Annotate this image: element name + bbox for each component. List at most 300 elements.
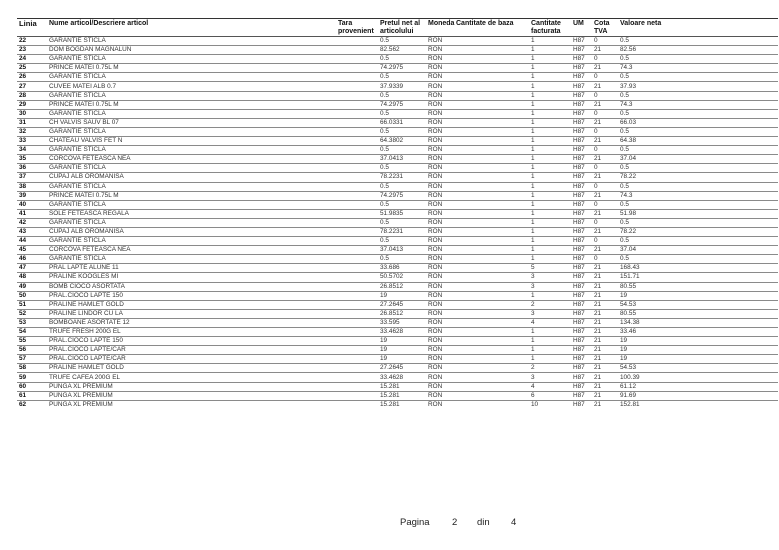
cell-country [336,318,378,327]
cell-currency: RON [428,337,448,346]
cell-invoiced-qty: 2 [527,300,571,309]
cell-vat: 0 [592,182,615,191]
cell-country [336,246,378,255]
table-body [17,37,778,409]
cell-base-qty [448,118,527,127]
cell-net-value: 0.5 [615,164,778,173]
cell-base-qty [448,391,527,400]
cell-vat: 21 [592,291,615,300]
cell-vat: 0 [592,218,615,227]
header-vat: Cota TVA [594,20,610,35]
cell-name: GARANTIE STICLA [47,55,336,64]
cell-vat: 0 [592,109,615,118]
table-row [17,100,778,109]
cell-vat: 21 [592,173,615,182]
cell-currency: RON [428,164,448,173]
cell-net-price: 15.281 [378,382,428,391]
cell-invoiced-qty: 1 [527,218,571,227]
cell-country [336,82,378,91]
cell-vat: 21 [592,246,615,255]
cell-line: 33 [17,137,47,146]
cell-currency: RON [428,146,448,155]
cell-currency: RON [428,382,448,391]
cell-line: 60 [17,382,47,391]
cell-base-qty [448,282,527,291]
cell-line: 29 [17,100,47,109]
cell-currency: RON [428,237,448,246]
cell-net-price: 74.2975 [378,100,428,109]
cell-um: H87 [571,355,592,364]
cell-vat: 21 [592,137,615,146]
cell-line: 54 [17,328,47,337]
cell-um: H87 [571,364,592,373]
cell-base-qty [448,318,527,327]
cell-vat: 21 [592,64,615,73]
cell-base-qty [448,127,527,136]
cell-net-price: 0.5 [378,146,428,155]
table-row [17,137,778,146]
cell-net-price: 33.4628 [378,373,428,382]
cell-vat: 21 [592,337,615,346]
table-row [17,191,778,200]
table-row [17,227,778,236]
cell-base-qty [448,273,527,282]
cell-vat: 0 [592,37,615,46]
cell-net-value: 80.55 [615,309,778,318]
cell-net-price: 26.8512 [378,309,428,318]
header-base-qty: Cantitate de baza [456,20,514,27]
cell-invoiced-qty: 1 [527,100,571,109]
cell-base-qty [448,64,527,73]
cell-net-price: 26.8512 [378,282,428,291]
table-row [17,373,778,382]
cell-invoiced-qty: 1 [527,164,571,173]
cell-um: H87 [571,391,592,400]
cell-name: DOM BOGDAN MAGNALUN [47,46,336,55]
cell-currency: RON [428,227,448,236]
cell-um: H87 [571,137,592,146]
cell-name: CORCOVA FETEASCA NEA [47,246,336,255]
cell-name: GARANTIE STICLA [47,109,336,118]
cell-country [336,64,378,73]
header-invoiced-qty: Cantitate facturata [531,20,561,35]
cell-base-qty [448,182,527,191]
table-row [17,300,778,309]
cell-um: H87 [571,309,592,318]
cell-base-qty [448,227,527,236]
cell-currency: RON [428,182,448,191]
cell-invoiced-qty: 2 [527,364,571,373]
cell-um: H87 [571,100,592,109]
cell-vat: 21 [592,82,615,91]
cell-net-price: 37.9339 [378,82,428,91]
cell-country [336,164,378,173]
cell-net-price: 0.5 [378,182,428,191]
cell-base-qty [448,382,527,391]
table-row [17,355,778,364]
cell-vat: 0 [592,146,615,155]
cell-net-price: 0.5 [378,37,428,46]
current-page: 2 [452,517,458,528]
cell-line: 30 [17,109,47,118]
cell-net-value: 0.5 [615,127,778,136]
cell-net-price: 0.5 [378,200,428,209]
cell-um: H87 [571,318,592,327]
cell-net-value: 74.3 [615,100,778,109]
cell-invoiced-qty: 1 [527,191,571,200]
cell-net-value: 0.5 [615,91,778,100]
cell-base-qty [448,155,527,164]
cell-name: GARANTIE STICLA [47,73,336,82]
cell-net-value: 19 [615,346,778,355]
cell-net-price: 0.5 [378,55,428,64]
cell-country [336,400,378,409]
cell-line: 50 [17,291,47,300]
cell-invoiced-qty: 1 [527,73,571,82]
cell-country [336,155,378,164]
cell-vat: 21 [592,364,615,373]
table-row [17,328,778,337]
cell-net-value: 0.5 [615,200,778,209]
cell-invoiced-qty: 1 [527,37,571,46]
cell-net-value: 19 [615,291,778,300]
cell-net-value: 54.53 [615,300,778,309]
cell-name: GARANTIE STICLA [47,37,336,46]
cell-net-value: 37.04 [615,155,778,164]
cell-um: H87 [571,182,592,191]
cell-vat: 21 [592,264,615,273]
cell-net-price: 78.2231 [378,227,428,236]
table-row [17,309,778,318]
cell-name: GARANTIE STICLA [47,237,336,246]
cell-base-qty [448,209,527,218]
cell-line: 57 [17,355,47,364]
cell-currency: RON [428,46,448,55]
cell-name: PRALINE LINDOR CU LA [47,309,336,318]
cell-currency: RON [428,100,448,109]
cell-country [336,37,378,46]
cell-name: TRUFE CAFEA 200G EL [47,373,336,382]
cell-net-price: 33.4628 [378,328,428,337]
cell-net-price: 64.3802 [378,137,428,146]
cell-currency: RON [428,300,448,309]
cell-line: 28 [17,91,47,100]
cell-net-value: 74.3 [615,191,778,200]
cell-invoiced-qty: 3 [527,282,571,291]
cell-vat: 21 [592,100,615,109]
cell-country [336,391,378,400]
cell-currency: RON [428,291,448,300]
cell-line: 38 [17,182,47,191]
cell-vat: 21 [592,46,615,55]
cell-currency: RON [428,282,448,291]
table-row [17,273,778,282]
cell-net-value: 82.56 [615,46,778,55]
cell-base-qty [448,82,527,91]
cell-invoiced-qty: 1 [527,118,571,127]
of-label: din [477,517,490,528]
cell-invoiced-qty: 1 [527,227,571,236]
cell-net-value: 64.38 [615,137,778,146]
cell-invoiced-qty: 1 [527,246,571,255]
cell-line: 44 [17,237,47,246]
table-row [17,337,778,346]
cell-net-value: 33.46 [615,328,778,337]
table-row [17,146,778,155]
cell-name: PRINCE MATEI 0.75L M [47,100,336,109]
header-name: Nume articol/Descriere articol [49,20,149,27]
cell-base-qty [448,73,527,82]
cell-base-qty [448,364,527,373]
cell-base-qty [448,309,527,318]
cell-currency: RON [428,264,448,273]
cell-um: H87 [571,191,592,200]
cell-name: PRAL LAPTE ALUNE 11 [47,264,336,273]
cell-name: GARANTIE STICLA [47,218,336,227]
cell-net-price: 0.5 [378,164,428,173]
table-row [17,255,778,264]
cell-net-price: 0.5 [378,109,428,118]
table-row [17,400,778,409]
table-row [17,282,778,291]
cell-net-value: 134.38 [615,318,778,327]
header-um: UM [573,20,584,27]
cell-um: H87 [571,146,592,155]
cell-net-value: 0.5 [615,182,778,191]
cell-um: H87 [571,400,592,409]
cell-name: PRINCE MATEI 0.75L M [47,191,336,200]
header-country: Tara provenient [338,20,374,35]
cell-um: H87 [571,346,592,355]
cell-line: 49 [17,282,47,291]
cell-invoiced-qty: 3 [527,273,571,282]
cell-net-price: 15.281 [378,391,428,400]
cell-um: H87 [571,46,592,55]
cell-line: 27 [17,82,47,91]
cell-invoiced-qty: 5 [527,264,571,273]
cell-base-qty [448,218,527,227]
cell-net-price: 51.9835 [378,209,428,218]
cell-base-qty [448,346,527,355]
cell-base-qty [448,137,527,146]
cell-name: GARANTIE STICLA [47,255,336,264]
table-row [17,164,778,173]
cell-um: H87 [571,64,592,73]
cell-currency: RON [428,127,448,136]
cell-net-price: 33.686 [378,264,428,273]
header-currency: Moneda [428,20,455,27]
cell-currency: RON [428,346,448,355]
cell-country [336,382,378,391]
cell-country [336,55,378,64]
cell-net-value: 0.5 [615,37,778,46]
cell-vat: 21 [592,300,615,309]
header-net-value: Valoare neta [620,20,662,27]
cell-line: 26 [17,73,47,82]
cell-currency: RON [428,318,448,327]
cell-net-price: 78.2231 [378,173,428,182]
cell-line: 51 [17,300,47,309]
cell-invoiced-qty: 1 [527,55,571,64]
cell-um: H87 [571,282,592,291]
cell-invoiced-qty: 1 [527,64,571,73]
cell-um: H87 [571,237,592,246]
table-row [17,391,778,400]
table-row [17,382,778,391]
table-row [17,218,778,227]
cell-um: H87 [571,118,592,127]
cell-currency: RON [428,73,448,82]
cell-country [336,337,378,346]
cell-name: SOLE FETEASCA REGALA [47,209,336,218]
cell-invoiced-qty: 1 [527,173,571,182]
cell-base-qty [448,37,527,46]
cell-name: GARANTIE STICLA [47,182,336,191]
cell-currency: RON [428,209,448,218]
cell-invoiced-qty: 6 [527,391,571,400]
header-line: Linia [19,19,37,28]
cell-vat: 21 [592,309,615,318]
cell-vat: 21 [592,373,615,382]
cell-country [336,355,378,364]
cell-net-value: 37.04 [615,246,778,255]
table-row [17,346,778,355]
cell-base-qty [448,164,527,173]
cell-net-value: 0.5 [615,73,778,82]
table-row [17,291,778,300]
cell-invoiced-qty: 1 [527,255,571,264]
cell-country [336,227,378,236]
cell-country [336,373,378,382]
cell-net-value: 78.22 [615,227,778,236]
cell-name: PRAL.CIOCO LAPTE 150 [47,337,336,346]
cell-invoiced-qty: 3 [527,309,571,318]
cell-line: 23 [17,46,47,55]
cell-line: 62 [17,400,47,409]
cell-base-qty [448,146,527,155]
cell-um: H87 [571,37,592,46]
cell-base-qty [448,300,527,309]
cell-name: TRUFE FRESH 200G EL [47,328,336,337]
cell-country [336,264,378,273]
cell-net-price: 19 [378,355,428,364]
cell-country [336,137,378,146]
cell-net-price: 0.5 [378,127,428,136]
cell-country [336,300,378,309]
cell-net-price: 66.0331 [378,118,428,127]
cell-vat: 21 [592,118,615,127]
cell-name: CUVEE MATEI ALB 0.7 [47,82,336,91]
cell-invoiced-qty: 1 [527,109,571,118]
cell-net-price: 19 [378,346,428,355]
cell-vat: 0 [592,255,615,264]
cell-currency: RON [428,355,448,364]
cell-name: GARANTIE STICLA [47,164,336,173]
cell-vat: 0 [592,55,615,64]
cell-country [336,218,378,227]
cell-um: H87 [571,246,592,255]
cell-line: 24 [17,55,47,64]
cell-invoiced-qty: 10 [527,400,571,409]
cell-base-qty [448,337,527,346]
cell-vat: 21 [592,355,615,364]
table-row [17,182,778,191]
cell-invoiced-qty: 1 [527,46,571,55]
cell-invoiced-qty: 1 [527,346,571,355]
page-label: Pagina [400,517,430,528]
cell-invoiced-qty: 1 [527,337,571,346]
cell-vat: 0 [592,164,615,173]
cell-country [336,91,378,100]
cell-um: H87 [571,255,592,264]
cell-vat: 21 [592,400,615,409]
cell-net-price: 74.2975 [378,64,428,73]
table-row [17,209,778,218]
cell-vat: 21 [592,391,615,400]
cell-line: 40 [17,200,47,209]
cell-name: BOMBOANE ASORTATE 12 [47,318,336,327]
cell-net-value: 0.5 [615,55,778,64]
cell-name: PRALINE HAMLET GOLD [47,364,336,373]
cell-vat: 0 [592,91,615,100]
cell-vat: 21 [592,227,615,236]
cell-currency: RON [428,255,448,264]
cell-currency: RON [428,137,448,146]
cell-net-value: 54.53 [615,364,778,373]
table-row [17,46,778,55]
cell-line: 37 [17,173,47,182]
cell-net-price: 27.2645 [378,364,428,373]
cell-vat: 21 [592,209,615,218]
cell-vat: 0 [592,200,615,209]
cell-base-qty [448,237,527,246]
table-row [17,91,778,100]
cell-line: 25 [17,64,47,73]
cell-net-value: 168.43 [615,264,778,273]
cell-net-price: 33.595 [378,318,428,327]
cell-net-value: 51.98 [615,209,778,218]
cell-name: GARANTIE STICLA [47,146,336,155]
cell-country [336,209,378,218]
cell-invoiced-qty: 1 [527,182,571,191]
cell-country [336,46,378,55]
cell-um: H87 [571,91,592,100]
table-row [17,82,778,91]
cell-net-price: 82.562 [378,46,428,55]
cell-currency: RON [428,64,448,73]
cell-invoiced-qty: 1 [527,237,571,246]
cell-invoiced-qty: 1 [527,155,571,164]
cell-vat: 21 [592,346,615,355]
cell-base-qty [448,109,527,118]
cell-currency: RON [428,328,448,337]
cell-net-value: 100.39 [615,373,778,382]
cell-base-qty [448,255,527,264]
cell-um: H87 [571,382,592,391]
cell-currency: RON [428,91,448,100]
cell-name: PRAL.CIOCO LAPTE/CAR [47,355,336,364]
table-row [17,364,778,373]
cell-country [336,346,378,355]
cell-net-value: 19 [615,337,778,346]
cell-um: H87 [571,82,592,91]
cell-name: BOMB CIOCO ASORTATA [47,282,336,291]
cell-currency: RON [428,364,448,373]
cell-country [336,118,378,127]
cell-um: H87 [571,73,592,82]
cell-base-qty [448,400,527,409]
cell-name: PRAL.CIOCO LAPTE/CAR [47,346,336,355]
